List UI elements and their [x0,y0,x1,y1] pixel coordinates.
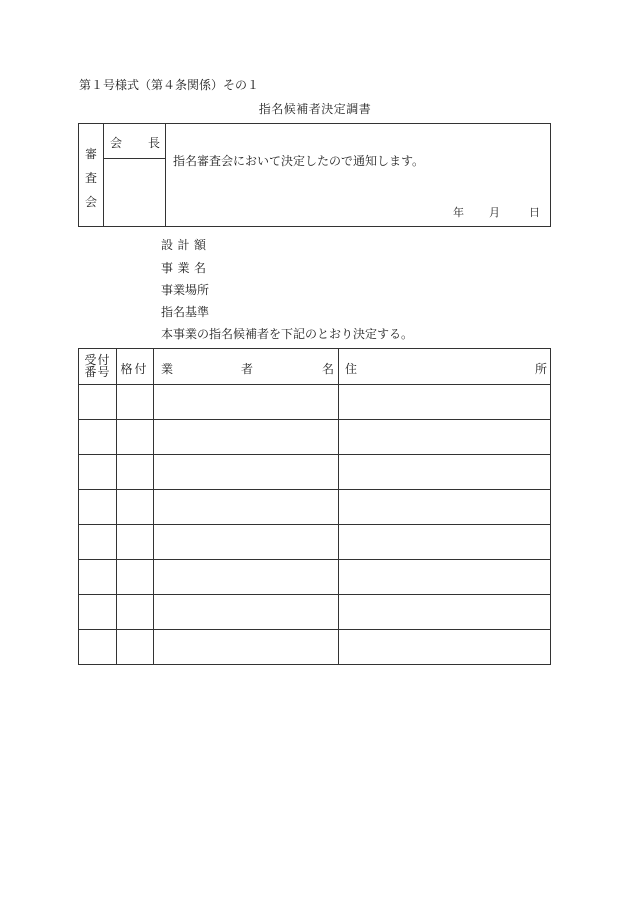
document-title: 指名候補者決定調書 [258,102,372,116]
decision-statement: 本事業の指名候補者を下記のとおり決定する。 [161,327,414,341]
header-receipt-no [79,354,116,378]
header-rating: 格付 [120,362,149,376]
project-name-label: 事業名 [161,261,211,275]
table-row[interactable] [79,455,550,490]
date-month-label: 月 [489,206,500,219]
committee-block [78,123,551,227]
divider [165,124,166,226]
table-row[interactable] [79,490,550,525]
table-row[interactable] [79,385,550,420]
nomination-criteria-label: 指名基準 [161,305,210,319]
header-company-char: 者 [241,362,254,376]
table-row[interactable] [79,595,550,630]
chair-signature-box[interactable] [104,159,165,227]
table-row[interactable] [79,630,550,665]
committee-label-char: 審 [84,147,97,161]
form-number: 第１号様式（第４条関係）その１ [79,78,260,92]
date-day-label: 日 [529,206,540,219]
committee-label [79,142,103,214]
header-company-char: 名 [322,362,335,376]
vendor-table [78,348,551,665]
chair-label-char: 長 [148,136,161,150]
project-location-label: 事業場所 [161,283,210,297]
header-receipt-no-line: 受付 [84,353,111,367]
committee-label-char: 会 [84,195,97,209]
table-row[interactable] [79,525,550,560]
header-address-char: 所 [535,362,548,376]
chair-label-char: 会 [110,136,123,150]
date-line [453,204,543,218]
header-receipt-no-line: 番号 [84,365,111,379]
table-row[interactable] [79,420,550,455]
notice-text: 指名審査会において決定したので通知します。 [173,154,425,168]
committee-label-char: 査 [84,171,97,185]
header-company-char: 業 [161,362,174,376]
design-amount-label: 設計額 [161,238,211,252]
header-address-char: 住 [345,362,358,376]
table-row[interactable] [79,560,550,595]
date-year-label: 年 [453,206,464,219]
